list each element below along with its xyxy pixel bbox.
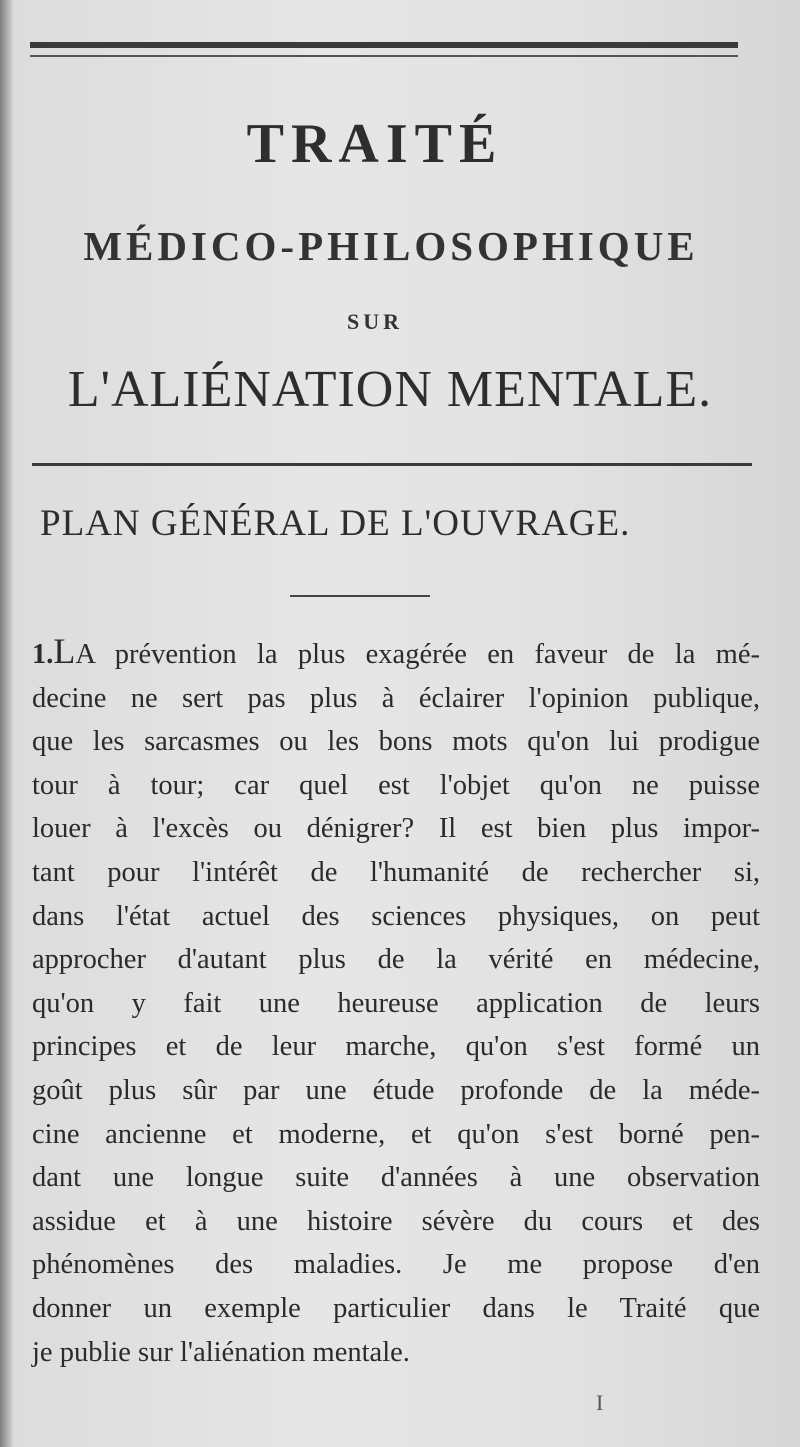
text-line: phénomènes des maladies. Je me propose d'en [32,1249,760,1281]
text-line [32,630,760,677]
signature-mark: I [596,1390,604,1415]
text-line: je publie sur l'aliénation mentale. [32,1336,410,1368]
text-line: decine ne sert pas plus à éclairer l'opinion publique, [32,682,760,714]
text-line: qu'on y fait une heureuse application de leurs [32,987,760,1019]
text-line: que les sarcasmes ou les bons mots qu'on lui prodigue [32,726,760,758]
text-line: tant pour l'intérêt de l'humanité de rechercher si, [32,856,760,888]
title-traite: TRAITÉ [246,113,504,175]
title-medico-philosophique: MÉDICO-PHILOSOPHIQUE [83,223,699,269]
paragraph-number: 1. [32,639,54,670]
text-line: louer à l'excès ou dénigrer? Il est bien plus impor- [32,813,760,845]
text-line: cine ancienne et moderne, et qu'on s'est borné pen- [32,1118,760,1150]
text-line: dant une longue suite d'années à une observation [32,1162,760,1194]
text-line: goût plus sûr par une étude profonde de la méde- [32,1074,760,1106]
body-paragraph [32,630,760,1374]
title-alienation-mentale: L'ALIÉNATION MENTALE. [67,361,713,418]
top-thick-rule [30,42,738,48]
text-line-content: A prévention la plus exagérée en faveur de la mé- [75,639,760,670]
text-line: assidue et à une histoire sévère du cours et des [32,1205,760,1237]
text-line: tour à tour; car quel est l'objet qu'on ne puisse [32,769,760,801]
text-line: donner un exemple particulier dans le Traité que [32,1292,760,1324]
drop-capital: L [53,631,76,671]
page-edge-shadow [0,0,14,1447]
top-thin-rule [30,55,738,57]
text-line: approcher d'autant plus de la vérité en médecine, [32,944,760,976]
text-line: principes et de leur marche, qu'on s'est formé un [32,1031,760,1063]
section-heading: PLAN GÉNÉRAL DE L'OUVRAGE. [40,503,631,544]
text-line: dans l'état actuel des sciences physiques, on peut [32,900,760,932]
section-short-rule [290,595,430,597]
title-sur: SUR [346,309,403,334]
title-separator-rule [32,463,752,466]
